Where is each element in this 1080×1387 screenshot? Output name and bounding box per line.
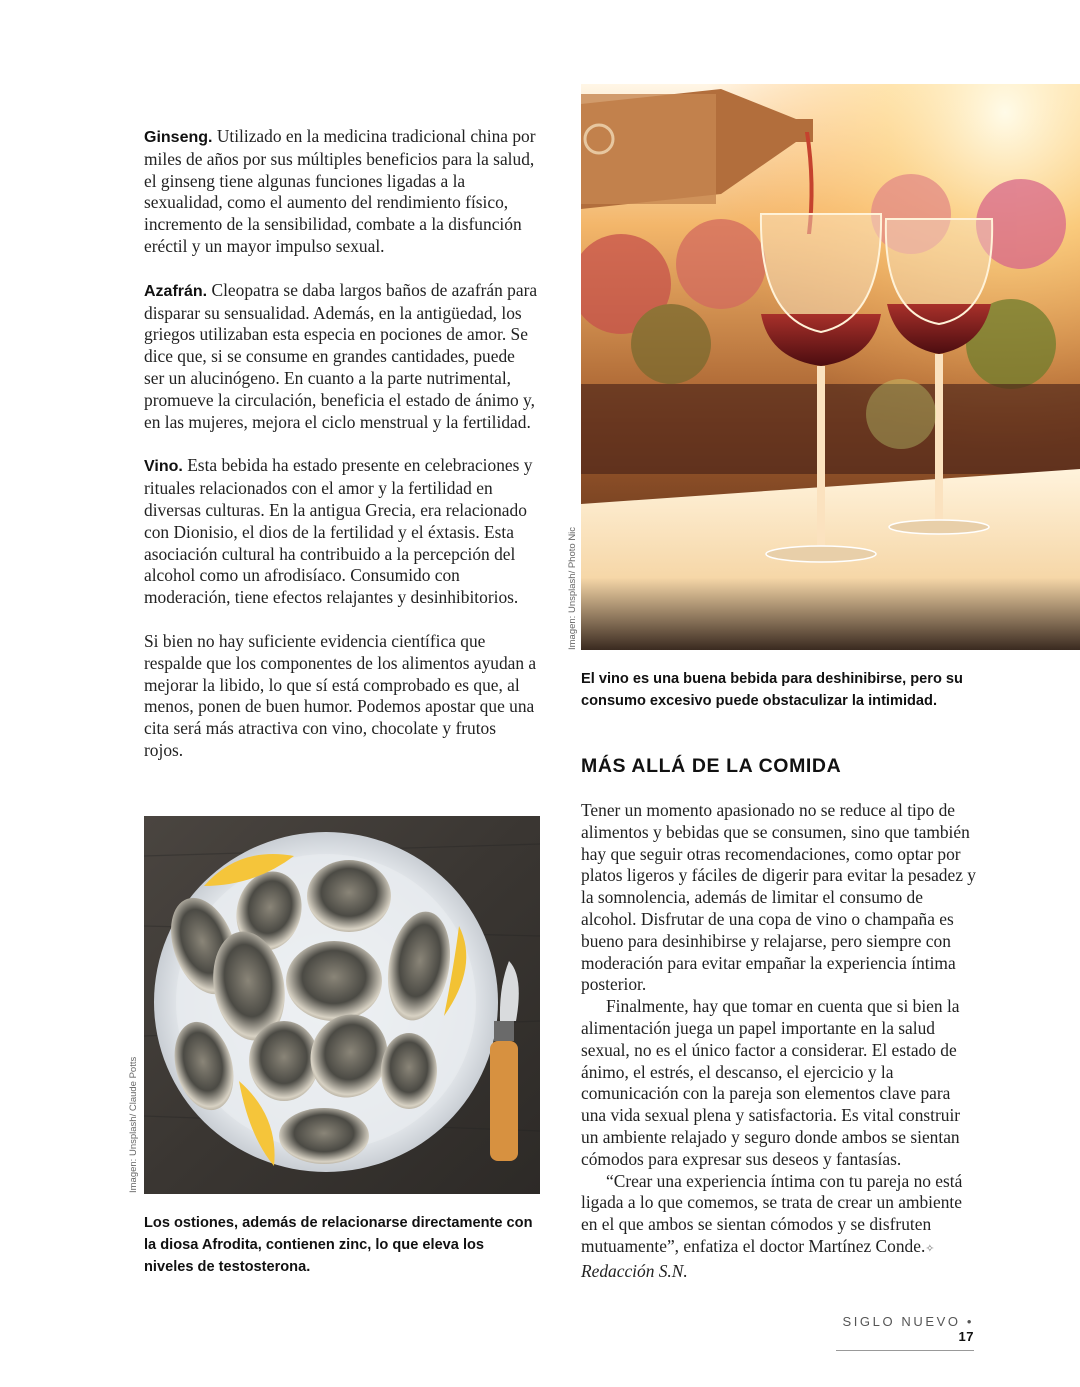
paragraph-vino: [144, 455, 539, 609]
text-vino: Esta bebida ha estado presente en celebraciones y rituales relacionados con el amor y la fertilidad en diversas culturas. En la antigua Grecia, era relacionado con Dionisio, el dios de la fertilidad y el éxtasis. Esta asociación cultural ha contribuido a la percepción del alcohol como un afrodisíaco. Consumido con moderación, tiene efectos relajantes y desinhibitorios.: [144, 455, 533, 608]
oysters-caption: Los ostiones, además de relacionarse directamente con la diosa Afrodita, contienen zinc, lo que eleva los niveles de testosterona.: [144, 1215, 533, 1275]
wine-caption: El vino es una buena bebida para deshinibirse, pero su consumo excesivo puede obstaculizar la intimidad.: [581, 671, 963, 709]
wine-credit: Imagen: Unsplash/ Photo Nic: [567, 526, 578, 650]
oysters-illustration: [144, 816, 540, 1194]
paragraph-3: [581, 1171, 979, 1283]
signature: Redacción S.N.: [581, 1260, 688, 1281]
paragraph-conclusion: Si bien no hay suficiente evidencia científica que respalde que los componentes de los alimentos ayudan a mejorar la libido, lo que sí está comprobado es que, al menos, ponen de buen humor. Podemos apostar que una cita será más atractiva con vino, chocolate y frutos rojos.: [144, 630, 537, 760]
oysters-credit: Imagen: Unsplash/ Claude Potts: [128, 1056, 139, 1193]
publication-name: SIGLO NUEVO: [842, 1314, 961, 1329]
left-column: [144, 126, 539, 762]
paragraph-ginseng: [144, 126, 539, 258]
section-heading: MÁS ALLÁ DE LA COMIDA: [581, 755, 842, 777]
term-azafran: Azafrán.: [144, 282, 208, 300]
text-azafran: Cleopatra se daba largos baños de azafrán para disparar su sensualidad. Además, en la antigüedad, los griegos utilizaban esta especia en pociones de amor. Se dice que, si se consume en grandes cantidades, puede ser un alucinógeno. En cuanto a la parte nutrimental, promueve la circulación, beneficia el estado de ánimo y, en las mujeres, mejora el ciclo menstrual y la fertilidad.: [144, 279, 538, 432]
page-folio: [836, 1314, 974, 1351]
end-mark-icon: ✧: [925, 1242, 935, 1255]
paragraph-1: Tener un momento apasionado no se reduce al tipo de alimentos y bebidas que se consumen, sino que también hay que seguir otras recomendaciones, como optar por platos ligeros y fáciles de digerir para evitar la pesadez y la somnolencia, además de limitar el consumo de alcohol. Disfrutar de una copa de vino o champaña es bueno para desinhibirse y relajarse, pero siempre con moderación para evitar empañar la experiencia íntima posterior.: [581, 800, 976, 995]
paragraph-3-text: “Crear una experiencia íntima con tu pareja no está ligada a lo que comemos, se trata de crear un ambiente en el que ambos se sientan cómodos y se disfruten mutuamente”, enfatiza el doctor Martínez Conde.: [581, 1170, 963, 1256]
right-column: [581, 800, 979, 1283]
term-ginseng: Ginseng.: [144, 129, 213, 146]
text-ginseng: Utilizado en la medicina tradicional china por miles de años por sus múltiples beneficios para la salud, el ginseng tiene algunas funciones ligadas a la sexualidad, como el aumento del rendimiento físico, incremento de la sensibilidad, combate a la disfunción eréctil y un mayor impulso sexual.: [144, 126, 536, 256]
term-vino: Vino.: [144, 458, 183, 476]
paragraph-2: Finalmente, hay que tomar en cuenta que si bien la alimentación juega un papel importante en la salud sexual, no es el único factor a considerar. El estado de ánimo, el estrés, el descanso, el ejercicio y la comunicación con la pareja son elementos clave para una vida sexual plena y satisfactoria. Es vital construir un ambiente relajado y seguro donde ambos se sientan cómodos para expresar sus deseos y fantasías.: [581, 996, 961, 1169]
page-number: 17: [958, 1329, 974, 1344]
oysters-photo: [144, 816, 540, 1194]
wine-illustration: [581, 84, 1080, 650]
wine-photo: [581, 84, 1080, 650]
folio-separator: •: [966, 1314, 974, 1329]
paragraph-azafran: [144, 280, 539, 434]
